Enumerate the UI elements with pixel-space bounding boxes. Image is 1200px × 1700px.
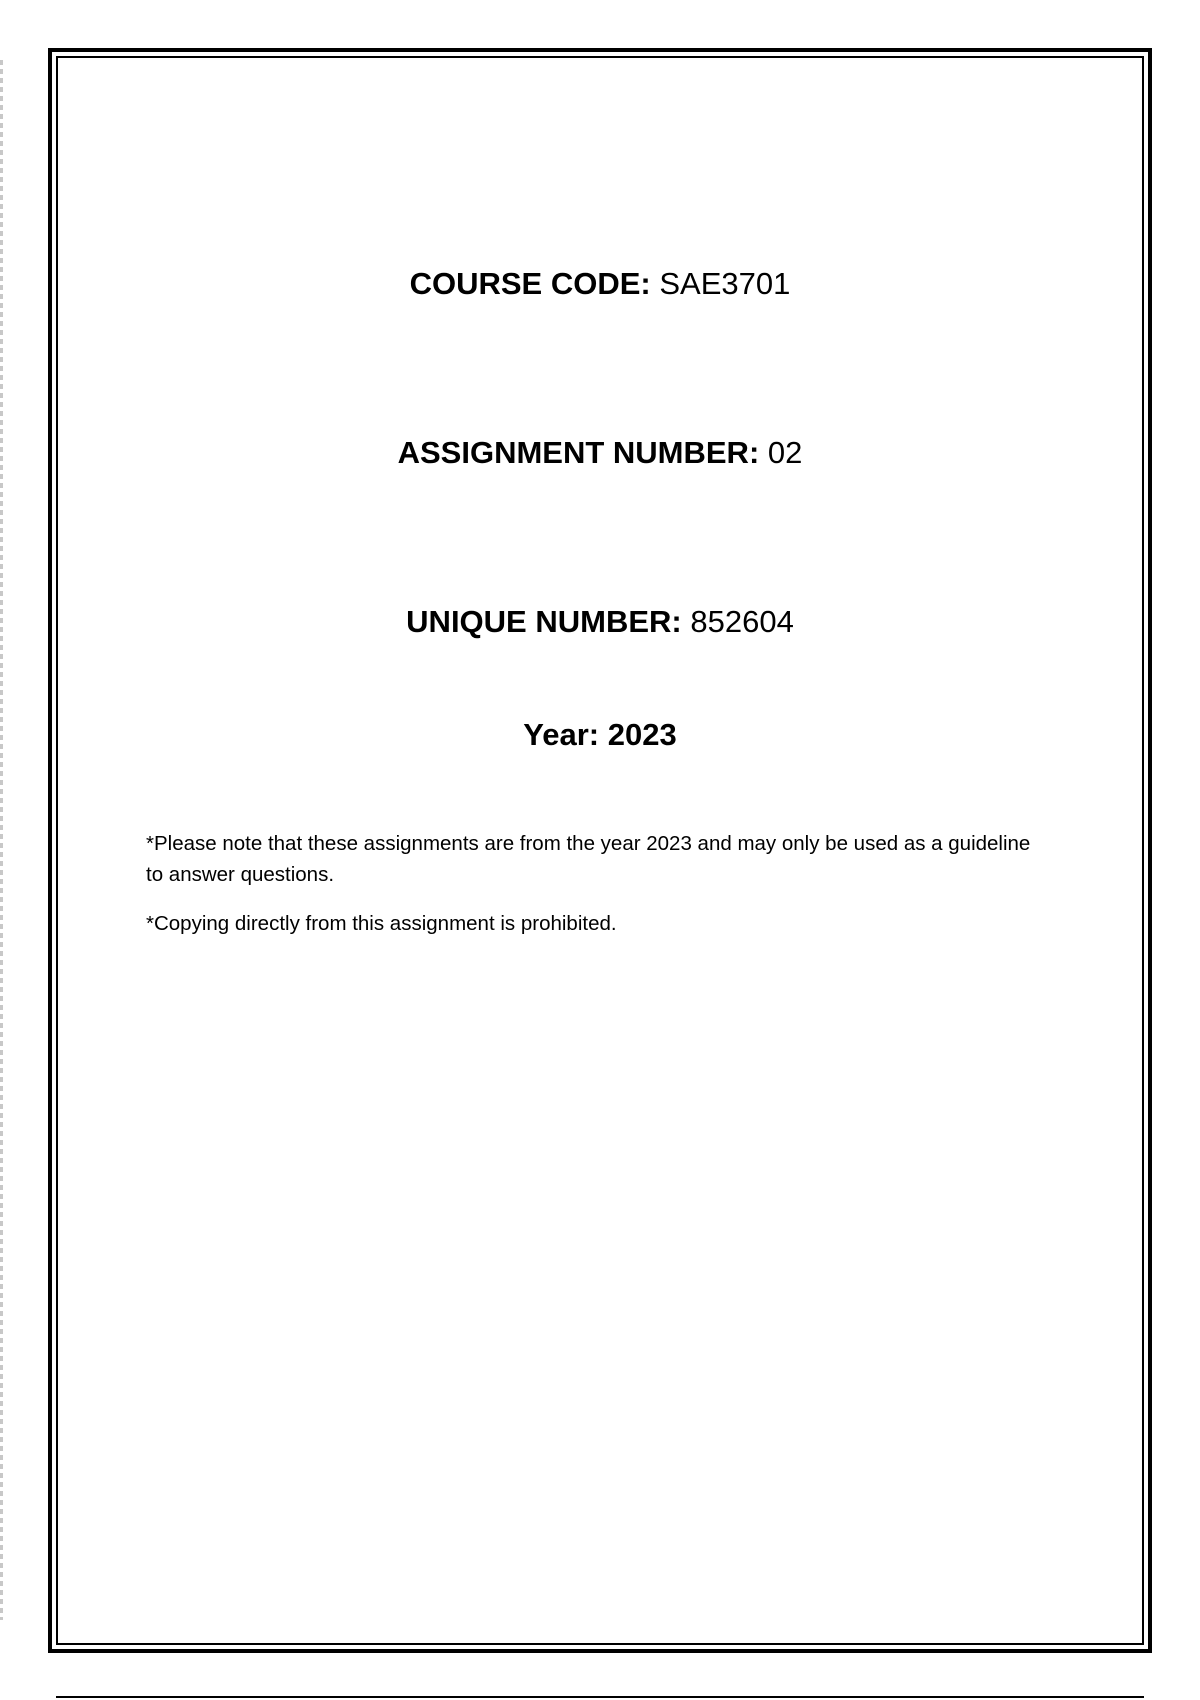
year-line bbox=[0, 717, 1200, 753]
copying-prohibited-note: *Copying directly from this assignment is prohibited. bbox=[146, 912, 617, 935]
year-label: Year: bbox=[523, 717, 600, 752]
course-code-value: SAE3701 bbox=[659, 266, 791, 301]
assignment-number-line bbox=[0, 435, 1200, 471]
footer-rule bbox=[56, 1696, 1144, 1698]
year-value: 2023 bbox=[607, 717, 677, 752]
course-code-label: COURSE CODE: bbox=[409, 266, 651, 301]
usage-guideline-note: *Please note that these assignments are from the year 2023 and may only be used as a guideline to answer questions. bbox=[146, 832, 1031, 886]
unique-number-value: 852604 bbox=[690, 604, 794, 639]
assignment-number-label: ASSIGNMENT NUMBER: bbox=[397, 435, 760, 470]
unique-number-label: UNIQUE NUMBER: bbox=[406, 604, 682, 639]
course-code-line bbox=[0, 266, 1200, 302]
unique-number-line bbox=[0, 604, 1200, 640]
assignment-number-value: 02 bbox=[767, 435, 803, 470]
